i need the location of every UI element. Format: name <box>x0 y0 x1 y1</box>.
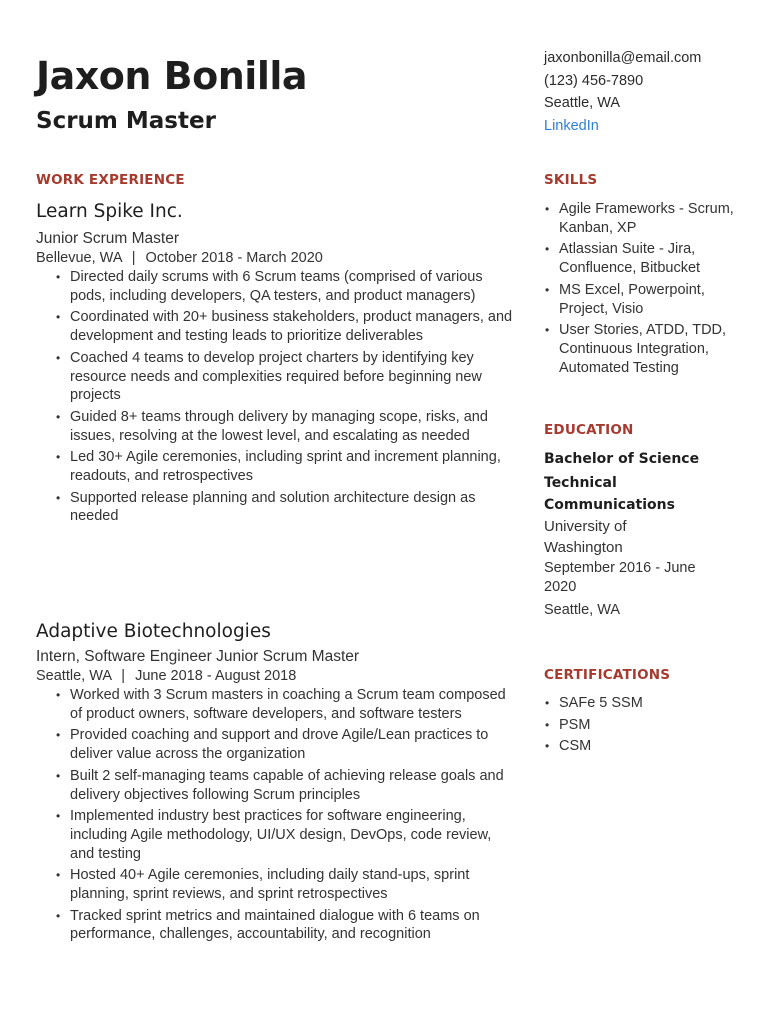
job-bullet: • Hosted 40+ Agile ceremonies, including daily stand-ups, sprint planning, sprint reviews, and sprint retrospectives <box>70 866 521 903</box>
job-bullet: • Guided 8+ teams through delivery by managing scope, risks, and issues, resolving at the lowest level, and escalating as needed <box>70 408 521 445</box>
skill-item: • Atlassian Suite - Jira, Confluence, Bitbucket <box>559 240 734 277</box>
job-bullet: • Tracked sprint metrics and maintained dialogue with 6 teams on performance, challenges, accountability, and recognition <box>70 907 521 944</box>
skills-block <box>544 200 734 380</box>
contact-email[interactable]: jaxonbonilla@email.com <box>544 50 702 66</box>
certifications-heading: CERTIFICATIONS <box>544 667 671 683</box>
resume-name: Jaxon Bonilla <box>36 54 308 98</box>
certification-item: • CSM <box>559 737 734 756</box>
job-bullet: • Provided coaching and support and drove Agile/Lean practices to deliver value across the organization <box>70 726 521 763</box>
certifications-list <box>559 694 734 756</box>
skills-heading: SKILLS <box>544 172 598 188</box>
job-role: Intern, Software Engineer Junior Scrum Master <box>36 648 360 665</box>
meta-separator: | <box>121 668 126 684</box>
edu-degree: Bachelor of Science <box>544 451 700 467</box>
contact-phone: (123) 456-7890 <box>544 72 644 89</box>
job-1 <box>36 201 521 529</box>
job-bullet: • Directed daily scrums with 6 Scrum teams (comprised of various pods, including developers, QA testers, and product managers) <box>70 268 521 305</box>
resume-title: Scrum Master <box>36 108 216 134</box>
job-role: Junior Scrum Master <box>36 230 179 247</box>
job-bullet: • Worked with 3 Scrum masters in coaching a Scrum team composed of product owners, software developers, and software testers <box>70 686 521 723</box>
job-dates: June 2018 - August 2018 <box>135 668 297 684</box>
education-block <box>544 448 734 620</box>
job-meta <box>36 250 521 266</box>
linkedin-link[interactable]: LinkedIn <box>544 117 599 134</box>
job-bullet: • Implemented industry best practices for software engineering, including Agile methodology, UI/UX design, DevOps, code review, and testing <box>70 807 521 863</box>
job-location: Bellevue, WA <box>36 250 122 266</box>
job-bullet: • Built 2 self-managing teams capable of achieving release goals and delivery objectives following Scrum principles <box>70 767 521 804</box>
skill-item: • Agile Frameworks - Scrum, Kanban, XP <box>559 200 734 237</box>
job-company: Learn Spike Inc. <box>36 201 183 222</box>
job-bullets <box>70 268 521 526</box>
edu-location: Seattle, WA <box>544 602 621 618</box>
education-heading: EDUCATION <box>544 422 634 438</box>
certifications-block <box>544 694 734 759</box>
job-company: Adaptive Biotechnologies <box>36 621 271 642</box>
job-bullet: • Led 30+ Agile ceremonies, including sprint and increment planning, readouts, and retrospectives <box>70 448 521 485</box>
edu-school: University of Washington <box>544 518 627 556</box>
skills-list <box>559 200 734 377</box>
work-experience-heading: WORK EXPERIENCE <box>36 172 185 188</box>
edu-major: Technical Communications <box>544 475 675 513</box>
certification-item: • SAFe 5 SSM <box>559 694 734 713</box>
contact-location: Seattle, WA <box>544 95 621 111</box>
contact-block <box>544 47 701 137</box>
job-dates: October 2018 - March 2020 <box>145 250 323 266</box>
job-bullet: • Supported release planning and solution architecture design as needed <box>70 489 521 526</box>
job-bullets <box>70 686 521 944</box>
meta-separator: | <box>131 250 136 266</box>
certification-item: • PSM <box>559 716 734 735</box>
job-2 <box>36 621 521 947</box>
skill-item: • MS Excel, Powerpoint, Project, Visio <box>559 281 734 318</box>
job-location: Seattle, WA <box>36 668 112 684</box>
edu-dates: September 2016 - June 2020 <box>544 560 696 595</box>
job-bullet: • Coached 4 teams to develop project charters by identifying key resource needs and complexities required before beginning new projects <box>70 349 521 405</box>
skill-item: • User Stories, ATDD, TDD, Continuous Integration, Automated Testing <box>559 321 734 377</box>
job-meta <box>36 668 521 684</box>
job-bullet: • Coordinated with 20+ business stakeholders, product managers, and development and testing leads to prioritize deliverables <box>70 308 521 345</box>
